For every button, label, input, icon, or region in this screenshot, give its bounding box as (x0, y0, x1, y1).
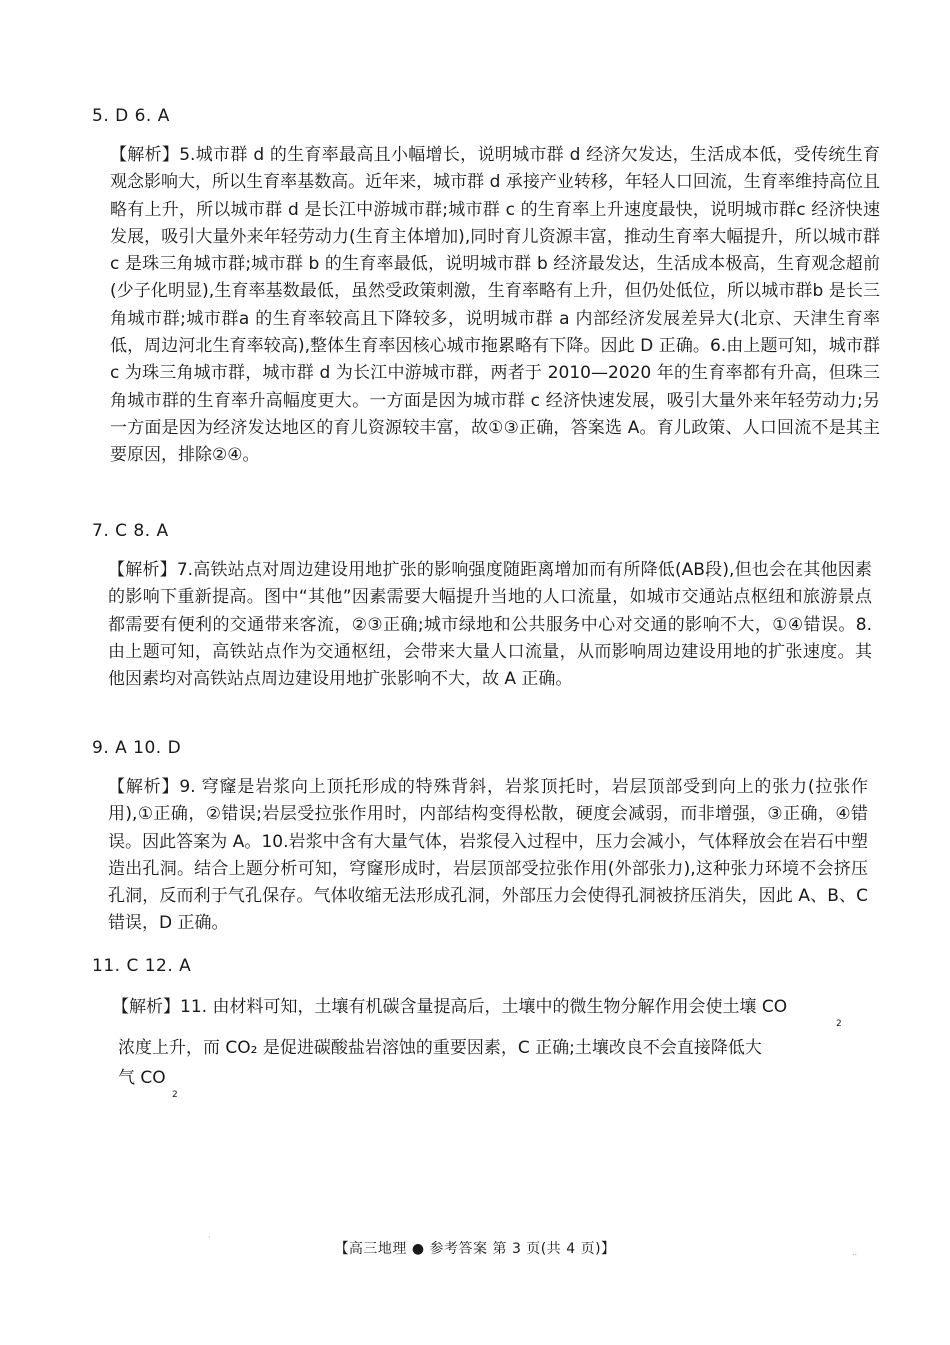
analysis-line-11-third: 气 CO (118, 1068, 166, 1088)
answer-line-11-12: 11. C 12. A (92, 956, 192, 976)
scan-speck: .. (852, 1248, 858, 1257)
answer-line-9-10: 9. A 10. D (92, 738, 182, 758)
analysis-label: 【解析】 (108, 777, 180, 797)
analysis-text: 7.高铁站点对周边建设用地扩张的影响强度随距离增加而有所降低(AB段),但也会在其他因素的影响下重新提高。图中“其他”因素需要大幅提升当地的人口流量，如城市交通站点枢纽和旅游景点都需要有便利的交通带来客流，②③正确;城市绿地和公共服务中心对交通的影响不大，①④错误。8. 由上题可知，高铁站点作为交通枢纽，会带来大量人口流量，从而影响周边建设用地的扩张速度。其他因素均对高铁站点周边建设用地扩张影响不大，故 A 正确。 (108, 560, 872, 690)
subscript-two: 2 (836, 1019, 842, 1029)
analysis-label: 【解析】 (110, 145, 180, 165)
analysis-paragraph-9-10 (108, 774, 868, 938)
analysis-line-11-first: 【解析】11. 由材料可知，土壤有机碳含量提高后，土壤中的微生物分解作用会使土壤 CO (112, 997, 788, 1017)
answer-line-7-8: 7. C 8. A (92, 521, 169, 541)
analysis-paragraph-7-8 (108, 557, 872, 693)
answer-line-5-6: 5. D 6. A (92, 106, 170, 126)
subscript-two: 2 (172, 1090, 178, 1100)
analysis-text: 9. 穹窿是岩浆向上顶托形成的特殊背斜，岩浆顶托时，岩层顶部受到向上的张力(拉张作用),①正确，②错误;岩层受拉张作用时，内部结构变得松散，硬度会减弱，而非增强，③正确，④错误。因此答案为 A。10.岩浆中含有大量气体，岩浆侵入过程中，压力会减小，气体释放会在岩石中塑造出孔洞。结合上题分析可知，穹窿形成时，岩层顶部受拉张作用(外部张力),这种张力环境不会挤压孔洞，反而利于气孔保存。气体收缩无法形成孔洞，外部压力会使得孔洞被挤压消失，因此 A、B、C 错误，D 正确。 (108, 777, 868, 934)
analysis-text: 5.城市群 d 的生育率最高且小幅增长，说明城市群 d 经济欠发达，生活成本低，受传统生育观念影响大，所以生育率基数高。近年来，城市群 d 承接产业转移，年轻人口回流，生育率维持高位且略有上升，所以城市群 d 是长江中游城市群;城市群 c 的生育率上升速度最快，说明城市群c 经济快速发展，吸引大量外来年轻劳动力(生育主体增加),同时育儿资源丰富，推动生育率大幅提升，所以城市群 c 是珠三角城市群;城市群 b 的生育率最低，说明城市群 b 经济最发达，生活成本极高，生育观念超前(少子化明显),生育率基数最低，虽然受政策刺激，生育率略有上升，但仍处低位，所以城市群b 是长三角城市群;城市群a 的生育率较高且下降较多，说明城市群 a 内部经济发展差异大(北京、天津生育率低，周边河北生育率较高),整体生育率因核心城市拖累略有下降。因此 D 正确。6.由上题可知，城市群 c 为珠三角城市群，城市群 d 为长江中游城市群，两者于 2010—2020 年的生育率都有升高，但珠三角城市群的生育率升高幅度更大。一方面是因为城市群 c 经济快速发展，吸引大量外来年轻劳动力;另一方面是因为经济发达地区的育儿资源较丰富，故①③正确，答案选 A。育儿政策、人口回流不是其主要原因，排除②④。 (110, 145, 881, 466)
page-footer: 【高三地理 ● 参考答案 第 3 页(共 4 页)】 (334, 1241, 616, 1257)
analysis-label: 【解析】 (108, 560, 177, 580)
analysis-line-11-second: 浓度上升，而 CO₂ 是促进碳酸盐岩溶蚀的重要因素，C 正确;土壤改良不会直接降低大 (118, 1038, 762, 1058)
scan-speck: · (208, 1233, 211, 1242)
analysis-paragraph-5-6 (110, 142, 880, 470)
